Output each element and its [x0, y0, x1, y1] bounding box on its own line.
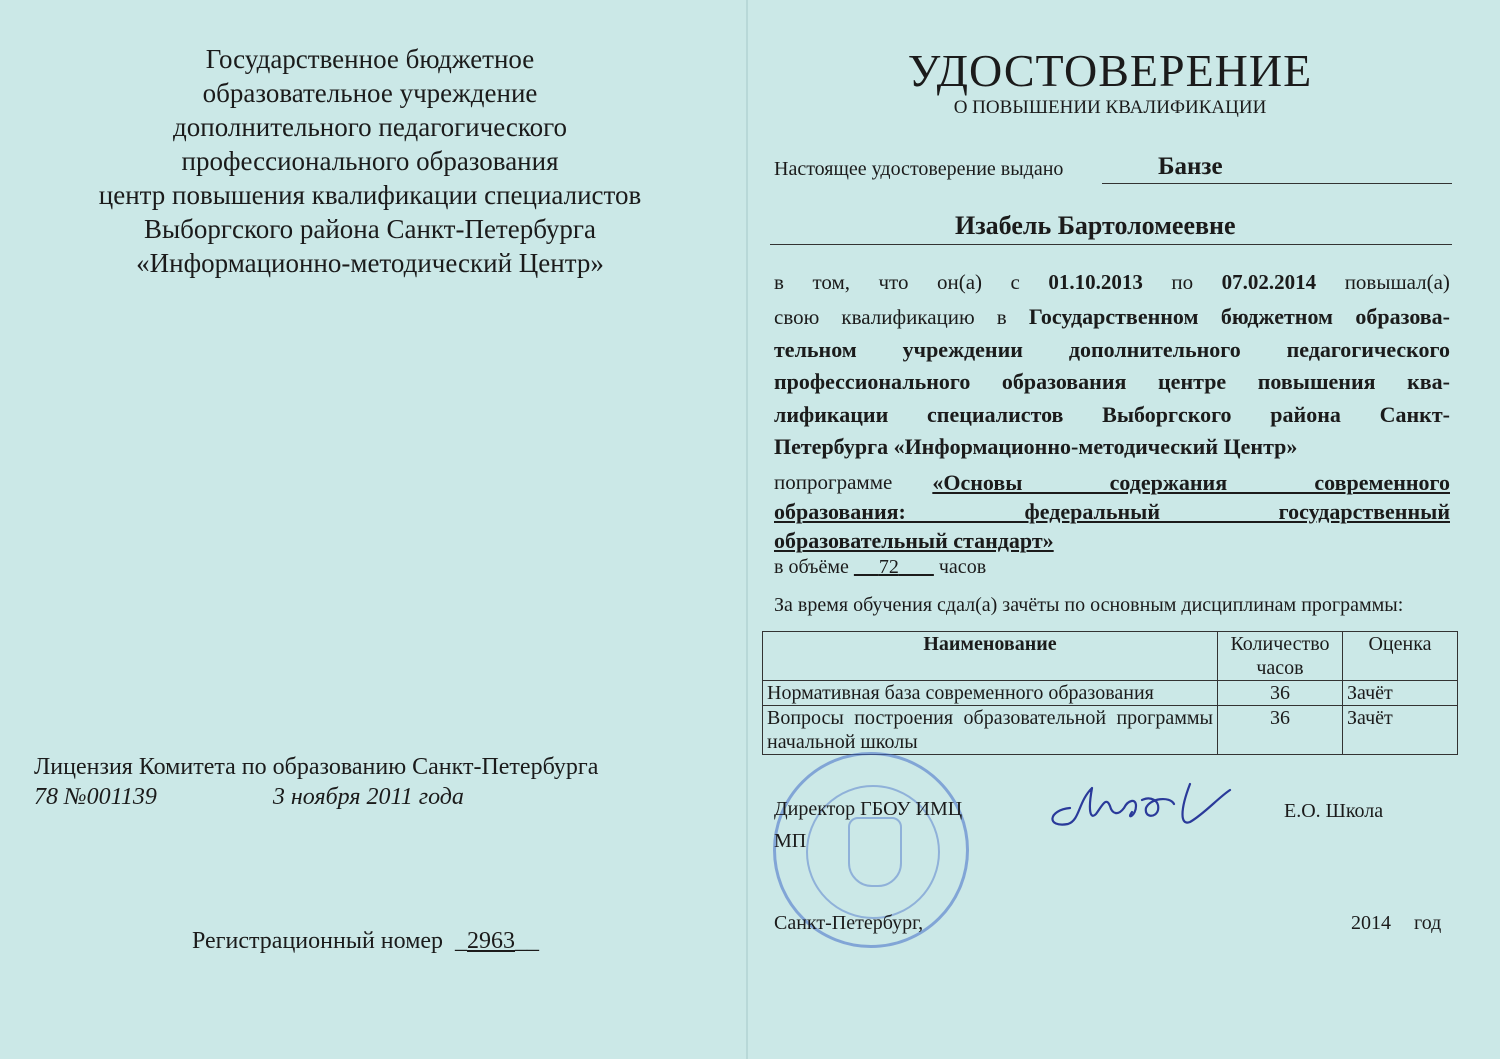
year-word: год: [1414, 912, 1442, 934]
coat-of-arms-icon: [848, 817, 902, 887]
qual-prefix: свою квалификацию в: [774, 305, 1007, 329]
table-cell-grade: Зачёт: [1343, 681, 1458, 706]
volume-line: [774, 556, 986, 579]
period-word: по: [1171, 270, 1194, 294]
license-line: Лицензия Комитета по образованию Санкт-Петербурга: [34, 754, 599, 780]
period-line: [774, 268, 1450, 297]
name-underline: [770, 244, 1452, 245]
license-date: 3 ноября 2011 года: [272, 784, 464, 810]
program-title-line: «Основы содержания современного: [932, 470, 1450, 495]
year-value: 2014: [1351, 912, 1391, 934]
issued-label: Настоящее удостоверение выдано: [774, 158, 1064, 180]
qualification-paragraph: [774, 301, 1450, 464]
period-word: с: [1010, 270, 1020, 294]
table-header: Оценка: [1343, 632, 1458, 681]
period-word: том,: [812, 270, 850, 294]
program-title-line: образования: федеральный государственный: [774, 499, 1450, 524]
year-line: [1351, 912, 1441, 935]
document-title: УДОСТОВЕРЕНИЕ: [907, 45, 1313, 96]
exams-intro: За время обучения сдал(а) зачёты по основным дисциплинам программы:: [774, 594, 1404, 616]
program-word: по: [774, 470, 796, 494]
program-word: программе: [795, 470, 893, 494]
grades-table: [762, 631, 1458, 755]
period-word: в: [774, 270, 784, 294]
institution-line: профессионального образования: [181, 146, 559, 176]
director-label: Директор ГБОУ ИМЦ: [774, 798, 963, 820]
institution-line: дополнительного педагогического: [173, 112, 567, 142]
table-cell-grade: Зачёт: [1343, 706, 1458, 755]
mp-label: МП: [774, 830, 807, 852]
institution-line: образовательное учреждение: [202, 78, 538, 108]
table-row: [763, 706, 1458, 755]
period-to: 07.02.2014: [1221, 270, 1317, 294]
city-label: Санкт-Петербург,: [774, 912, 924, 934]
registration-number: Регистрационный номер _2963__: [192, 928, 540, 954]
institution-line: Государственное бюджетное: [205, 44, 535, 74]
surname-underline: [1102, 183, 1452, 184]
program-block: [774, 468, 1450, 555]
document-subtitle: О ПОВЫШЕНИИ КВАЛИФИКАЦИИ: [953, 97, 1267, 118]
period-word: повышал(а): [1344, 270, 1450, 294]
period-word: что: [878, 270, 909, 294]
recipient-name: Изабель Бартоломеевне: [955, 211, 1236, 240]
director-name: Е.О. Школа: [1284, 800, 1384, 822]
table-header: Наименование: [763, 632, 1218, 681]
qual-institution-line: лификации специалистов Выборгского района Санкт-: [774, 401, 1450, 427]
program-title-line: образовательный стандарт»: [774, 528, 1054, 553]
reg-number: 2963: [467, 928, 516, 954]
qual-institution-line: профессионального образования центре повышения ква-: [774, 369, 1450, 394]
qual-institution-line: Государственном бюджетном образова-: [1028, 304, 1450, 329]
institution-line: Выборгского района Санкт-Петербурга: [144, 214, 596, 244]
qual-institution-line: тельном учреждении дополнительного педагогического: [774, 336, 1450, 362]
volume-label: в объёме: [774, 556, 849, 578]
institution-line: центр повышения квалификации специалистов: [98, 180, 642, 210]
reg-label: Регистрационный номер: [192, 928, 444, 954]
volume-unit: часов: [938, 556, 987, 578]
period-word: он(а): [936, 270, 983, 294]
table-row: [763, 681, 1458, 706]
table-header-row: [763, 632, 1458, 681]
page-fold: [746, 0, 748, 1059]
license-block: [34, 752, 598, 812]
table-header: Количество часов: [1218, 632, 1343, 681]
qual-institution-line: Петербурга «Информационно-методический Центр»: [774, 434, 1298, 459]
table-cell-hours: 36: [1218, 681, 1343, 706]
institution-header: [60, 42, 680, 280]
license-number: 78 №001139: [34, 784, 157, 810]
table-cell-name: Нормативная база современного образования: [763, 681, 1218, 706]
recipient-surname: Банзе: [1158, 153, 1223, 180]
institution-line: «Информационно-методический Центр»: [136, 248, 604, 278]
table-cell-hours: 36: [1218, 706, 1343, 755]
table-cell-name: Вопросы построения образовательной программы начальной школы: [763, 706, 1218, 755]
period-from: 01.10.2013: [1048, 270, 1143, 294]
signature-icon: [1040, 770, 1240, 840]
volume-hours: 72: [878, 556, 899, 578]
